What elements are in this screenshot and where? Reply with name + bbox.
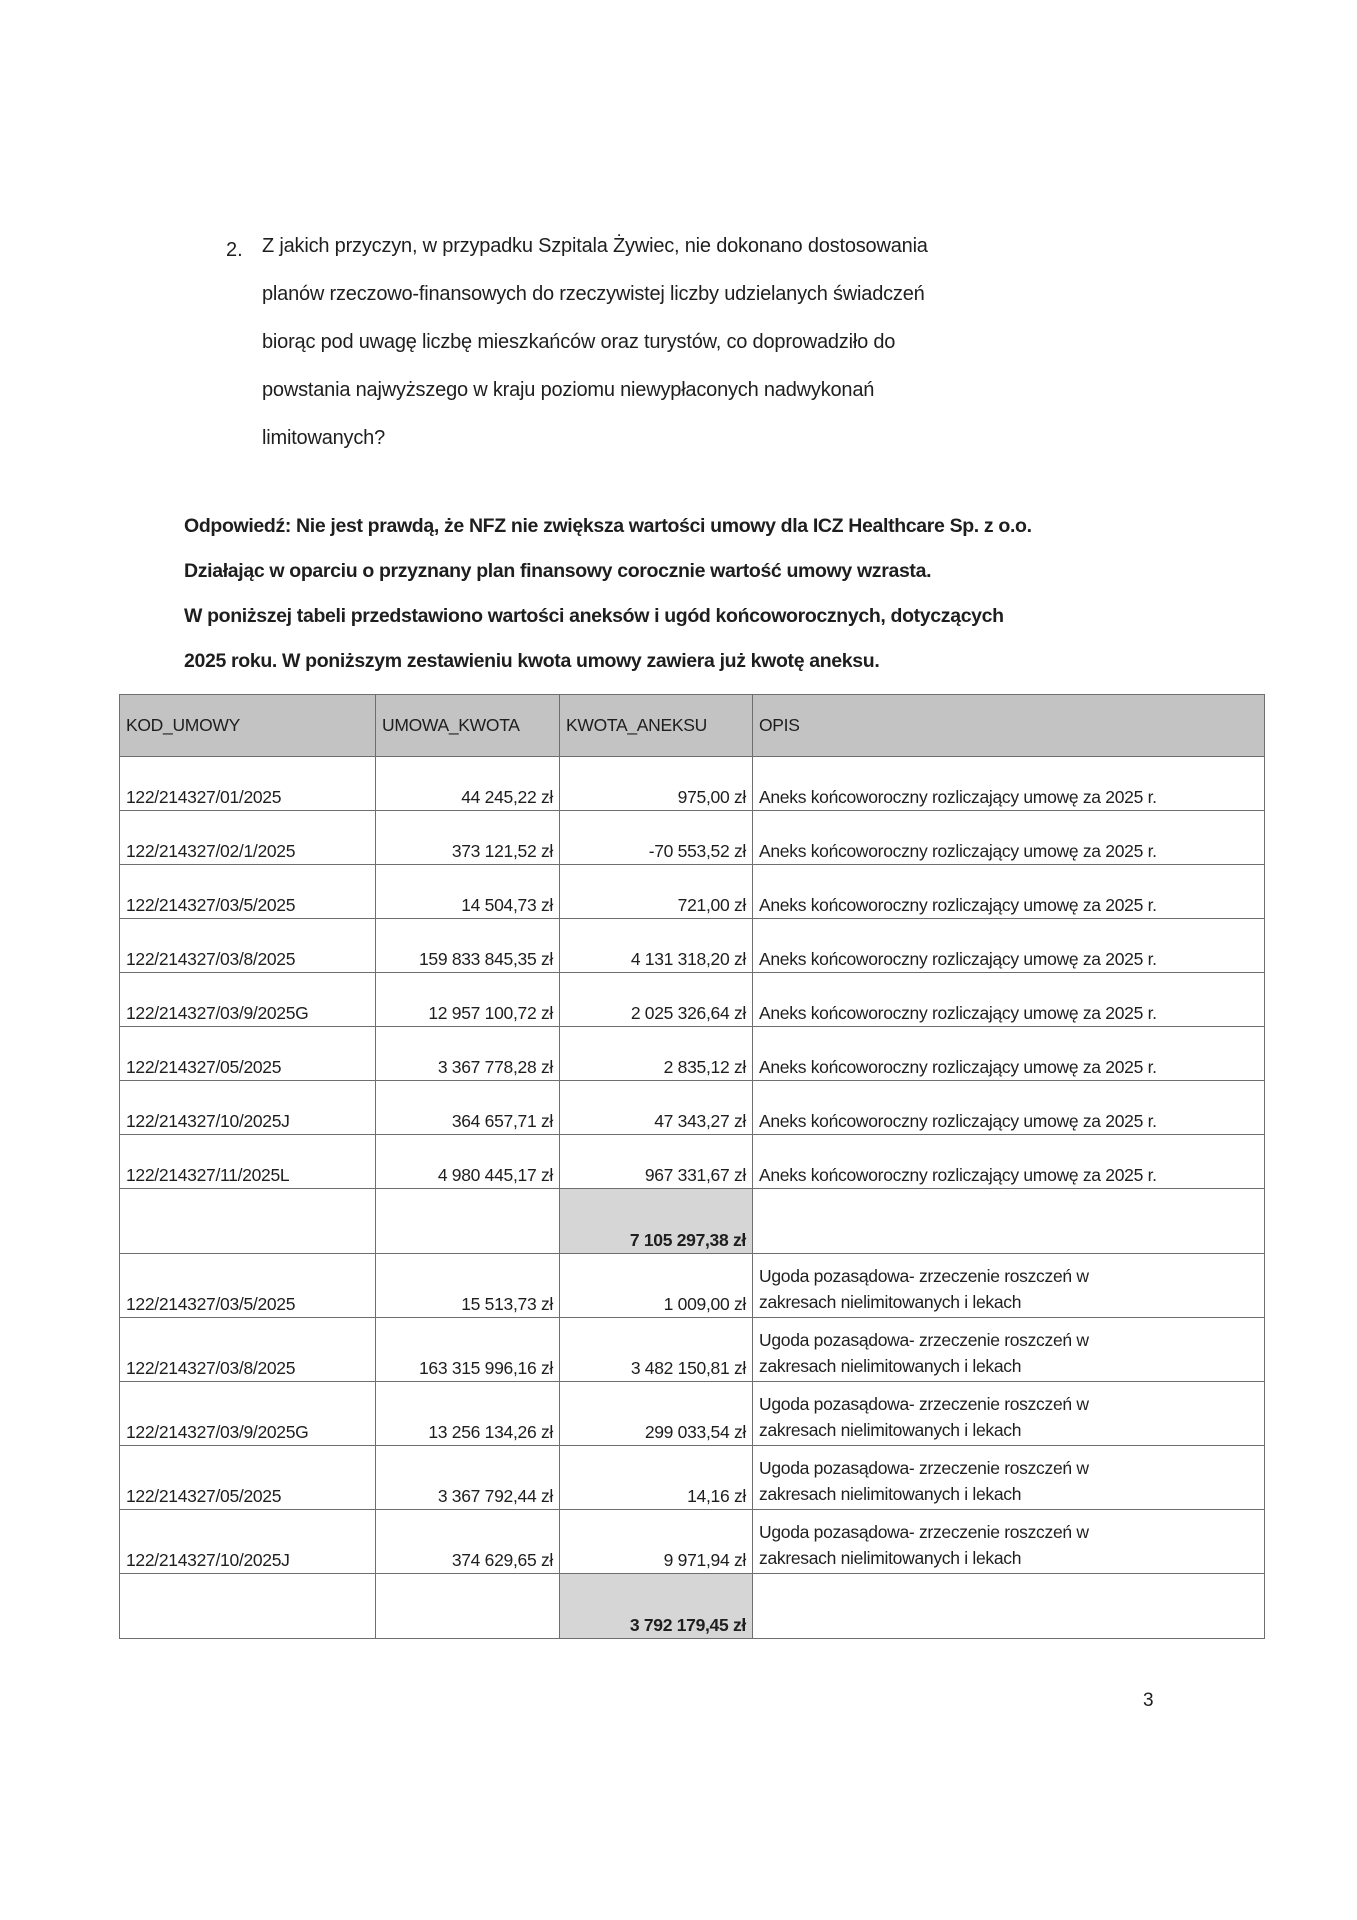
question-line: limitowanych? (262, 427, 386, 449)
cell-empty (753, 1189, 1265, 1254)
cell-umowa-kwota: 374 629,65 zł (376, 1510, 560, 1574)
table-row (120, 1027, 1265, 1081)
table-row (120, 1254, 1265, 1318)
opis-line: zakresach nielimitowanych i lekach (759, 1356, 1022, 1376)
cell-kwota-aneksu: 47 343,27 zł (560, 1081, 753, 1135)
cell-kod: 122/214327/03/5/2025 (120, 865, 376, 919)
cell-opis (753, 1382, 1265, 1446)
cell-empty (120, 1574, 376, 1639)
table-row (120, 1382, 1265, 1446)
cell-opis: Aneks końcoworoczny rozliczający umowę za 2025 r. (753, 1027, 1265, 1081)
question-line: powstania najwyższego w kraju poziomu niewypłaconych nadwykonań (262, 379, 875, 401)
opis-line: Ugoda pozasądowa- zrzeczenie roszczeń w (759, 1330, 1089, 1350)
cell-opis (753, 1446, 1265, 1510)
cell-umowa-kwota: 4 980 445,17 zł (376, 1135, 560, 1189)
cell-empty (120, 1189, 376, 1254)
cell-opis (753, 1254, 1265, 1318)
opis-line: Ugoda pozasądowa- zrzeczenie roszczeń w (759, 1266, 1089, 1286)
cell-kwota-aneksu: 9 971,94 zł (560, 1510, 753, 1574)
cell-kwota-aneksu: 3 482 150,81 zł (560, 1318, 753, 1382)
answer-line: 2025 roku. W poniższym zestawieniu kwota umowy zawiera już kwotę aneksu. (184, 650, 880, 672)
cell-empty (376, 1574, 560, 1639)
table-row (120, 973, 1265, 1027)
cell-kod: 122/214327/05/2025 (120, 1027, 376, 1081)
contracts-table (119, 694, 1265, 1639)
cell-kwota-aneksu: 4 131 318,20 zł (560, 919, 753, 973)
opis-line: zakresach nielimitowanych i lekach (759, 1548, 1022, 1568)
table-row (120, 811, 1265, 865)
cell-opis: Aneks końcoworoczny rozliczający umowę za 2025 r. (753, 919, 1265, 973)
cell-kod: 122/214327/01/2025 (120, 757, 376, 811)
cell-kwota-aneksu: -70 553,52 zł (560, 811, 753, 865)
table-row (120, 1510, 1265, 1574)
cell-opis: Aneks końcoworoczny rozliczający umowę za 2025 r. (753, 1081, 1265, 1135)
opis-line: Ugoda pozasądowa- zrzeczenie roszczeń w (759, 1394, 1089, 1414)
answer-line: Działając w oparciu o przyznany plan finansowy corocznie wartość umowy wzrasta. (184, 560, 932, 582)
cell-umowa-kwota: 14 504,73 zł (376, 865, 560, 919)
table-row (120, 919, 1265, 973)
cell-kod: 122/214327/03/8/2025 (120, 1318, 376, 1382)
table-row (120, 1318, 1265, 1382)
opis-line: zakresach nielimitowanych i lekach (759, 1420, 1022, 1440)
cell-opis: Aneks końcoworoczny rozliczający umowę za 2025 r. (753, 865, 1265, 919)
cell-umowa-kwota: 159 833 845,35 zł (376, 919, 560, 973)
cell-kwota-aneksu: 299 033,54 zł (560, 1382, 753, 1446)
question-number: 2. (226, 239, 243, 261)
table-row (120, 1081, 1265, 1135)
cell-umowa-kwota: 13 256 134,26 zł (376, 1382, 560, 1446)
header-umowa-kwota: UMOWA_KWOTA (376, 695, 560, 757)
answer-line: W poniższej tabeli przedstawiono wartości aneksów i ugód końcoworocznych, dotyczących (184, 605, 1004, 627)
question-line: Z jakich przyczyn, w przypadku Szpitala Żywiec, nie dokonano dostosowania (262, 235, 928, 257)
header-kod-umowy: KOD_UMOWY (120, 695, 376, 757)
cell-empty (376, 1189, 560, 1254)
cell-empty (753, 1574, 1265, 1639)
cell-umowa-kwota: 373 121,52 zł (376, 811, 560, 865)
cell-kwota-aneksu: 2 025 326,64 zł (560, 973, 753, 1027)
opis-line: zakresach nielimitowanych i lekach (759, 1292, 1022, 1312)
answer-block (184, 507, 1184, 687)
cell-umowa-kwota: 163 315 996,16 zł (376, 1318, 560, 1382)
cell-opis (753, 1510, 1265, 1574)
cell-kwota-aneksu: 967 331,67 zł (560, 1135, 753, 1189)
header-opis: OPIS (753, 695, 1265, 757)
cell-kwota-aneksu: 14,16 zł (560, 1446, 753, 1510)
cell-kod: 122/214327/05/2025 (120, 1446, 376, 1510)
ugoda-sum: 3 792 179,45 zł (560, 1574, 753, 1639)
question-text (262, 226, 1086, 466)
cell-umowa-kwota: 3 367 792,44 zł (376, 1446, 560, 1510)
question-line: biorąc pod uwagę liczbę mieszkańców oraz turystów, co doprowadziło do (262, 331, 896, 353)
question-block (226, 226, 1086, 466)
aneks-subtotal-row (120, 1189, 1265, 1254)
question-line: planów rzeczowo-finansowych do rzeczywistej liczby udzielanych świadczeń (262, 283, 925, 305)
cell-umowa-kwota: 364 657,71 zł (376, 1081, 560, 1135)
cell-kwota-aneksu: 2 835,12 zł (560, 1027, 753, 1081)
cell-kod: 122/214327/02/1/2025 (120, 811, 376, 865)
cell-kod: 122/214327/03/8/2025 (120, 919, 376, 973)
cell-kod: 122/214327/11/2025L (120, 1135, 376, 1189)
cell-kod: 122/214327/03/5/2025 (120, 1254, 376, 1318)
aneks-sum: 7 105 297,38 zł (560, 1189, 753, 1254)
cell-kwota-aneksu: 1 009,00 zł (560, 1254, 753, 1318)
cell-kod: 122/214327/10/2025J (120, 1081, 376, 1135)
answer-line: Odpowiedź: Nie jest prawdą, że NFZ nie zwiększa wartości umowy dla ICZ Healthcare Sp. z o.o. (184, 515, 1032, 537)
table-row (120, 1446, 1265, 1510)
cell-opis: Aneks końcoworoczny rozliczający umowę za 2025 r. (753, 757, 1265, 811)
opis-line: zakresach nielimitowanych i lekach (759, 1484, 1022, 1504)
table-header-row (120, 695, 1265, 757)
table-row (120, 865, 1265, 919)
cell-opis: Aneks końcoworoczny rozliczający umowę za 2025 r. (753, 1135, 1265, 1189)
cell-kwota-aneksu: 975,00 zł (560, 757, 753, 811)
table-row (120, 1135, 1265, 1189)
cell-umowa-kwota: 12 957 100,72 zł (376, 973, 560, 1027)
opis-line: Ugoda pozasądowa- zrzeczenie roszczeń w (759, 1522, 1089, 1542)
cell-opis: Aneks końcoworoczny rozliczający umowę za 2025 r. (753, 973, 1265, 1027)
cell-kod: 122/214327/10/2025J (120, 1510, 376, 1574)
contracts-table-wrapper (119, 694, 1264, 1639)
cell-umowa-kwota: 3 367 778,28 zł (376, 1027, 560, 1081)
header-kwota-aneksu: KWOTA_ANEKSU (560, 695, 753, 757)
cell-kod: 122/214327/03/9/2025G (120, 973, 376, 1027)
table-row (120, 757, 1265, 811)
ugoda-total-row (120, 1574, 1265, 1639)
page-number: 3 (1143, 1690, 1154, 1711)
cell-opis: Aneks końcoworoczny rozliczający umowę za 2025 r. (753, 811, 1265, 865)
cell-umowa-kwota: 15 513,73 zł (376, 1254, 560, 1318)
cell-kod: 122/214327/03/9/2025G (120, 1382, 376, 1446)
cell-kwota-aneksu: 721,00 zł (560, 865, 753, 919)
cell-umowa-kwota: 44 245,22 zł (376, 757, 560, 811)
opis-line: Ugoda pozasądowa- zrzeczenie roszczeń w (759, 1458, 1089, 1478)
cell-opis (753, 1318, 1265, 1382)
